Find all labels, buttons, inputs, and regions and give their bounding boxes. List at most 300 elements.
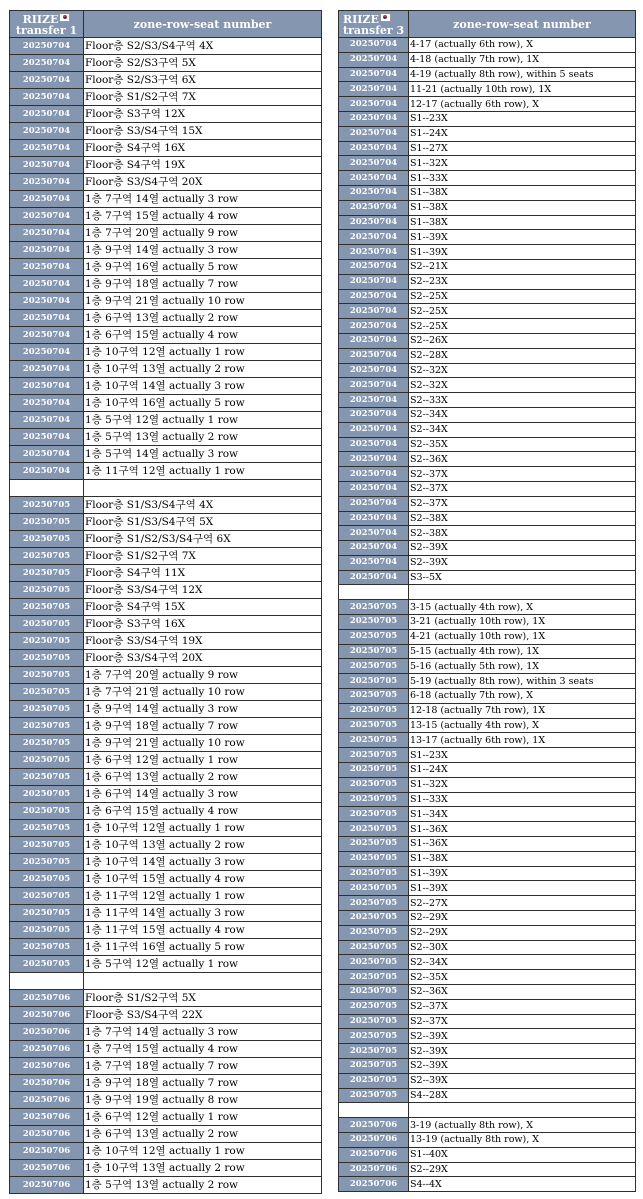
- seat-cell: S2--36X: [409, 985, 636, 1000]
- date-cell: 20250704: [339, 319, 409, 334]
- seat-cell: S2--39X: [409, 1058, 636, 1073]
- seat-cell: 5-15 (actually 4th row), 1X: [409, 644, 636, 659]
- table-row: [10, 667, 322, 684]
- table-row: [10, 548, 322, 565]
- table-row: [10, 582, 322, 599]
- table-row: [339, 156, 636, 171]
- date-cell: 20250705: [339, 718, 409, 733]
- table-row: [10, 1007, 322, 1024]
- seat-cell: 4-19 (actually 8th row), within 5 seats: [409, 67, 636, 82]
- table-row: [339, 703, 636, 718]
- seat-cell: Floor층 S1/S2/S3/S4구역 6X: [84, 531, 322, 548]
- table-row: [339, 378, 636, 393]
- seat-cell: S2--34X: [409, 955, 636, 970]
- date-cell: 20250704: [339, 274, 409, 289]
- table-row: [339, 940, 636, 955]
- seat-cell: S1--24X: [409, 763, 636, 778]
- seat-cell: S2--36X: [409, 452, 636, 467]
- table-row: [339, 333, 636, 348]
- date-cell: 20250705: [339, 763, 409, 778]
- table-row: [339, 1088, 636, 1103]
- table-row: [339, 289, 636, 304]
- table-row: [10, 922, 322, 939]
- table-row: [339, 999, 636, 1014]
- seat-cell: 1층 9구역 14열 actually 3 row: [84, 242, 322, 259]
- seat-cell: S2--38X: [409, 511, 636, 526]
- seat-cell: Floor층 S1/S3/S4구역 4X: [84, 497, 322, 514]
- date-cell: 20250705: [10, 565, 84, 582]
- date-cell: 20250704: [10, 38, 84, 55]
- seat-cell: 4-21 (actually 10th row), 1X: [409, 629, 636, 644]
- seat-cell: 1층 10구역 12열 actually 1 row: [84, 344, 322, 361]
- table-row: [339, 452, 636, 467]
- table-row: [339, 629, 636, 644]
- date-cell: 20250704: [339, 215, 409, 230]
- seat-cell: Floor층 S4구역 19X: [84, 157, 322, 174]
- seat-cell: 5-16 (actually 5th row), 1X: [409, 659, 636, 674]
- date-cell: 20250704: [339, 348, 409, 363]
- date-cell: 20250706: [10, 1058, 84, 1075]
- table-row: [10, 1160, 322, 1177]
- date-cell: 20250705: [10, 599, 84, 616]
- date-cell: 20250705: [339, 837, 409, 852]
- table-row: [10, 718, 322, 735]
- date-cell: 20250704: [339, 289, 409, 304]
- date-cell: 20250705: [339, 733, 409, 748]
- seat-cell: Floor층 S1/S2구역 5X: [84, 990, 322, 1007]
- date-cell: 20250705: [339, 644, 409, 659]
- date-cell: 20250704: [10, 72, 84, 89]
- table-row: [339, 1058, 636, 1073]
- table-row: [339, 496, 636, 511]
- seat-cell: 4-17 (actually 6th row), X: [409, 38, 636, 53]
- seat-cell: 13-17 (actually 6th row), 1X: [409, 733, 636, 748]
- seat-cell: S1--38X: [409, 851, 636, 866]
- seat-cell: 11-21 (actually 10th row), 1X: [409, 82, 636, 97]
- separator-row: [339, 1103, 636, 1118]
- table-row: [339, 763, 636, 778]
- date-cell: 20250705: [339, 911, 409, 926]
- seat-cell: Floor층 S2/S3/S4구역 4X: [84, 38, 322, 55]
- seat-cell: S2--32X: [409, 363, 636, 378]
- table-row: [10, 1126, 322, 1143]
- separator-row: [339, 585, 636, 600]
- table-row: [10, 820, 322, 837]
- table-row: [339, 511, 636, 526]
- seat-cell: S2--38X: [409, 526, 636, 541]
- date-cell: 20250704: [339, 52, 409, 67]
- date-cell: 20250704: [10, 344, 84, 361]
- table-row: [339, 985, 636, 1000]
- table-row: [10, 616, 322, 633]
- seat-cell: 12-18 (actually 7th row), 1X: [409, 703, 636, 718]
- date-cell: 20250706: [10, 1007, 84, 1024]
- table-row: [339, 348, 636, 363]
- date-cell: 20250706: [10, 1092, 84, 1109]
- seat-cell: Floor층 S3/S4구역 22X: [84, 1007, 322, 1024]
- seat-cell: Floor층 S3구역 16X: [84, 616, 322, 633]
- table-row: [339, 1118, 636, 1133]
- seat-cell: Floor층 S3/S4구역 12X: [84, 582, 322, 599]
- date-cell: [10, 480, 84, 497]
- seat-cell: S1--27X: [409, 141, 636, 156]
- date-cell: 20250704: [10, 140, 84, 157]
- seat-cell: [84, 973, 322, 990]
- date-cell: 20250704: [339, 481, 409, 496]
- date-cell: 20250704: [339, 496, 409, 511]
- seat-cell: S1--33X: [409, 171, 636, 186]
- table-row: [339, 407, 636, 422]
- seat-cell: S2--39X: [409, 1029, 636, 1044]
- seat-cell: S1--38X: [409, 185, 636, 200]
- table-row: [10, 395, 322, 412]
- table-row: [339, 245, 636, 260]
- table-row: [339, 615, 636, 630]
- table-row: [339, 718, 636, 733]
- table-row: [10, 344, 322, 361]
- date-cell: 20250705: [10, 769, 84, 786]
- date-cell: 20250705: [339, 807, 409, 822]
- table-row: [10, 463, 322, 480]
- table-row: [10, 327, 322, 344]
- seat-cell: 5-19 (actually 8th row), within 3 seats: [409, 674, 636, 689]
- table-row: [339, 230, 636, 245]
- date-cell: 20250705: [10, 820, 84, 837]
- date-cell: 20250705: [339, 1014, 409, 1029]
- table-row: [10, 293, 322, 310]
- table-row: [10, 208, 322, 225]
- separator-row: [10, 480, 322, 497]
- date-cell: 20250705: [339, 1044, 409, 1059]
- table-row: [10, 633, 322, 650]
- seat-cell: 1층 9구역 21열 actually 10 row: [84, 293, 322, 310]
- date-cell: 20250704: [339, 422, 409, 437]
- seat-cell: S2--37X: [409, 481, 636, 496]
- seat-cell: S2--21X: [409, 259, 636, 274]
- date-cell: 20250705: [339, 674, 409, 689]
- seat-cell: S1--34X: [409, 807, 636, 822]
- seat-cell: Floor층 S3/S4구역 19X: [84, 633, 322, 650]
- seat-cell: S2--33X: [409, 393, 636, 408]
- date-column-header: [10, 11, 84, 38]
- table-row: [339, 807, 636, 822]
- date-cell: 20250706: [339, 1177, 409, 1192]
- date-cell: 20250704: [339, 407, 409, 422]
- table-row: [339, 600, 636, 615]
- date-cell: 20250704: [10, 157, 84, 174]
- date-cell: 20250704: [10, 361, 84, 378]
- date-cell: 20250704: [339, 555, 409, 570]
- date-column-header: [339, 11, 409, 38]
- seat-cell: S1--39X: [409, 230, 636, 245]
- seat-cell: S2--34X: [409, 407, 636, 422]
- date-cell: 20250704: [339, 541, 409, 556]
- date-cell: 20250704: [339, 304, 409, 319]
- seat-cell: 1층 6구역 13열 actually 2 row: [84, 1126, 322, 1143]
- date-cell: 20250705: [10, 871, 84, 888]
- date-cell: 20250706: [339, 1162, 409, 1177]
- seat-cell: 6-18 (actually 7th row), X: [409, 689, 636, 704]
- seat-cell: 1층 6구역 12열 actually 1 row: [84, 752, 322, 769]
- date-cell: 20250705: [10, 701, 84, 718]
- seat-cell: 1층 10구역 13열 actually 2 row: [84, 1160, 322, 1177]
- seat-cell: Floor층 S3/S4구역 20X: [84, 174, 322, 191]
- date-cell: [10, 973, 84, 990]
- seat-cell: 13-15 (actually 4th row), X: [409, 718, 636, 733]
- date-cell: 20250704: [339, 526, 409, 541]
- seat-column-header: zone-row-seat number: [84, 11, 322, 38]
- date-cell: 20250704: [339, 200, 409, 215]
- table-row: [10, 1143, 322, 1160]
- table-row: [339, 1132, 636, 1147]
- seat-cell: Floor층 S3구역 12X: [84, 106, 322, 123]
- seat-cell: 12-17 (actually 6th row), X: [409, 97, 636, 112]
- date-cell: 20250704: [339, 570, 409, 585]
- date-cell: 20250706: [10, 1126, 84, 1143]
- seat-cell: 1층 6구역 12열 actually 1 row: [84, 1109, 322, 1126]
- seat-cell: 1층 9구역 16열 actually 5 row: [84, 259, 322, 276]
- seat-cell: 1층 7구역 21열 actually 10 row: [84, 684, 322, 701]
- date-cell: 20250705: [339, 629, 409, 644]
- table-row: [10, 599, 322, 616]
- table-row: [339, 1162, 636, 1177]
- date-cell: 20250706: [10, 1024, 84, 1041]
- transfer-label: transfer 1: [15, 23, 78, 37]
- table-row: [10, 1024, 322, 1041]
- transfer-3-table: [338, 10, 636, 1192]
- table-row: [339, 777, 636, 792]
- date-cell: 20250706: [339, 1132, 409, 1147]
- date-cell: 20250705: [339, 615, 409, 630]
- table-row: [339, 200, 636, 215]
- table-row: [339, 881, 636, 896]
- seat-cell: S1--32X: [409, 777, 636, 792]
- date-cell: 20250705: [10, 837, 84, 854]
- date-cell: 20250704: [339, 511, 409, 526]
- table-row: [10, 276, 322, 293]
- seat-cell: S2--25X: [409, 289, 636, 304]
- table-row: [10, 803, 322, 820]
- seat-cell: S1--39X: [409, 866, 636, 881]
- table-row: [10, 735, 322, 752]
- date-cell: 20250705: [339, 970, 409, 985]
- date-cell: 20250705: [339, 881, 409, 896]
- table-row: [339, 82, 636, 97]
- seat-cell: S2--35X: [409, 970, 636, 985]
- seat-cell: S2--35X: [409, 437, 636, 452]
- date-cell: 20250704: [339, 467, 409, 482]
- table-row: [339, 925, 636, 940]
- table-row: [339, 674, 636, 689]
- seat-cell: Floor층 S4구역 16X: [84, 140, 322, 157]
- table-row: [339, 733, 636, 748]
- table-row: [339, 659, 636, 674]
- date-cell: 20250704: [10, 395, 84, 412]
- table-row: [10, 72, 322, 89]
- date-cell: 20250704: [10, 259, 84, 276]
- seat-cell: S2--37X: [409, 1014, 636, 1029]
- table-row: [339, 422, 636, 437]
- transfer-1-body: [10, 38, 322, 1194]
- table-row: [10, 531, 322, 548]
- table-row: [10, 1177, 322, 1194]
- date-cell: 20250704: [10, 463, 84, 480]
- seat-cell: S2--29X: [409, 1162, 636, 1177]
- table-row: [339, 1147, 636, 1162]
- date-cell: 20250704: [339, 111, 409, 126]
- date-cell: 20250705: [339, 940, 409, 955]
- table-row: [339, 304, 636, 319]
- table-row: [339, 67, 636, 82]
- date-cell: [339, 1103, 409, 1118]
- seat-cell: S2--37X: [409, 999, 636, 1014]
- date-cell: 20250705: [10, 854, 84, 871]
- date-cell: 20250705: [10, 633, 84, 650]
- date-cell: 20250704: [339, 171, 409, 186]
- table-row: [339, 319, 636, 334]
- table-row: [339, 1073, 636, 1088]
- table-row: [10, 752, 322, 769]
- date-cell: 20250705: [339, 866, 409, 881]
- date-cell: 20250705: [339, 1058, 409, 1073]
- date-cell: 20250704: [339, 97, 409, 112]
- artist-name: RIIZE: [343, 12, 379, 26]
- seat-cell: 1층 11구역 14열 actually 3 row: [84, 905, 322, 922]
- date-cell: 20250704: [10, 106, 84, 123]
- seat-cell: Floor층 S1/S2구역 7X: [84, 548, 322, 565]
- table-row: [339, 215, 636, 230]
- seat-cell: S2--32X: [409, 378, 636, 393]
- seat-cell: S2--39X: [409, 1044, 636, 1059]
- date-cell: 20250704: [339, 333, 409, 348]
- table-row: [10, 412, 322, 429]
- table-row: [10, 310, 322, 327]
- seat-cell: Floor층 S4구역 15X: [84, 599, 322, 616]
- date-cell: 20250705: [339, 792, 409, 807]
- seat-cell: 1층 6구역 15열 actually 4 row: [84, 327, 322, 344]
- date-cell: 20250704: [10, 174, 84, 191]
- date-cell: 20250704: [339, 126, 409, 141]
- table-row: [10, 446, 322, 463]
- date-cell: 20250705: [339, 659, 409, 674]
- table-row: [339, 822, 636, 837]
- date-cell: 20250705: [339, 1029, 409, 1044]
- date-cell: 20250705: [339, 985, 409, 1000]
- seat-cell: 1층 7구역 15열 actually 4 row: [84, 208, 322, 225]
- seat-cell: S2--27X: [409, 896, 636, 911]
- transfer-1-table: [9, 10, 322, 1194]
- date-cell: 20250706: [339, 1118, 409, 1133]
- table-row: [339, 185, 636, 200]
- seat-cell: Floor층 S2/S3구역 5X: [84, 55, 322, 72]
- date-cell: 20250705: [10, 735, 84, 752]
- date-cell: 20250704: [10, 378, 84, 395]
- date-cell: 20250705: [339, 999, 409, 1014]
- seat-cell: S1--39X: [409, 245, 636, 260]
- seat-cell: S2--25X: [409, 304, 636, 319]
- table-row: [10, 191, 322, 208]
- table-row: [10, 123, 322, 140]
- table-row: [339, 837, 636, 852]
- seat-cell: S2--30X: [409, 940, 636, 955]
- seat-cell: S2--26X: [409, 333, 636, 348]
- seat-cell: 1층 10구역 12열 actually 1 row: [84, 1143, 322, 1160]
- table-row: [339, 644, 636, 659]
- seat-cell: 1층 11구역 16열 actually 5 row: [84, 939, 322, 956]
- seat-cell: S2--39X: [409, 541, 636, 556]
- seat-cell: 4-18 (actually 7th row), 1X: [409, 52, 636, 67]
- date-cell: 20250704: [339, 185, 409, 200]
- table-row: [339, 689, 636, 704]
- date-cell: 20250705: [10, 514, 84, 531]
- separator-row: [10, 973, 322, 990]
- date-cell: 20250704: [10, 310, 84, 327]
- date-cell: 20250705: [339, 822, 409, 837]
- table-row: [10, 956, 322, 973]
- date-cell: 20250706: [10, 1109, 84, 1126]
- date-cell: 20250705: [10, 803, 84, 820]
- seat-cell: 1층 7구역 20열 actually 9 row: [84, 667, 322, 684]
- date-cell: 20250704: [10, 293, 84, 310]
- seat-cell: 1층 10구역 16열 actually 5 row: [84, 395, 322, 412]
- seat-column-header: zone-row-seat number: [409, 11, 636, 38]
- date-cell: 20250705: [339, 703, 409, 718]
- table-row: [10, 769, 322, 786]
- seat-cell: 1층 9구역 18열 actually 7 row: [84, 276, 322, 293]
- seat-cell: S4--4X: [409, 1177, 636, 1192]
- seat-cell: S1--38X: [409, 200, 636, 215]
- table-row: [10, 939, 322, 956]
- table-row: [10, 497, 322, 514]
- seat-cell: S1--32X: [409, 156, 636, 171]
- seat-cell: S1--40X: [409, 1147, 636, 1162]
- table-row: [10, 157, 322, 174]
- table-row: [339, 437, 636, 452]
- seat-cell: 1층 7구역 20열 actually 9 row: [84, 225, 322, 242]
- date-cell: 20250705: [10, 650, 84, 667]
- seat-cell: [409, 585, 636, 600]
- date-cell: 20250704: [10, 412, 84, 429]
- date-cell: 20250705: [10, 548, 84, 565]
- seat-cell: S1--24X: [409, 126, 636, 141]
- table-row: [10, 378, 322, 395]
- korean-flag-icon: [59, 13, 70, 22]
- date-cell: 20250705: [10, 718, 84, 735]
- table-row: [10, 429, 322, 446]
- date-cell: 20250705: [339, 777, 409, 792]
- table-row: [339, 541, 636, 556]
- table-row: [339, 38, 636, 53]
- table-row: [339, 1177, 636, 1192]
- date-cell: 20250705: [339, 748, 409, 763]
- korean-flag-icon: [380, 13, 391, 22]
- seat-cell: S1--33X: [409, 792, 636, 807]
- table-row: [339, 111, 636, 126]
- seat-cell: [84, 480, 322, 497]
- date-cell: 20250704: [339, 67, 409, 82]
- table-row: [339, 274, 636, 289]
- table-row: [10, 174, 322, 191]
- date-cell: 20250705: [10, 888, 84, 905]
- date-cell: 20250704: [10, 55, 84, 72]
- seat-cell: Floor층 S3/S4구역 20X: [84, 650, 322, 667]
- seat-cell: 1층 9구역 18열 actually 7 row: [84, 1075, 322, 1092]
- seat-cell: Floor층 S3/S4구역 15X: [84, 123, 322, 140]
- table-row: [339, 171, 636, 186]
- seat-cell: 1층 9구역 14열 actually 3 row: [84, 701, 322, 718]
- date-cell: 20250705: [10, 497, 84, 514]
- seat-cell: S2--37X: [409, 467, 636, 482]
